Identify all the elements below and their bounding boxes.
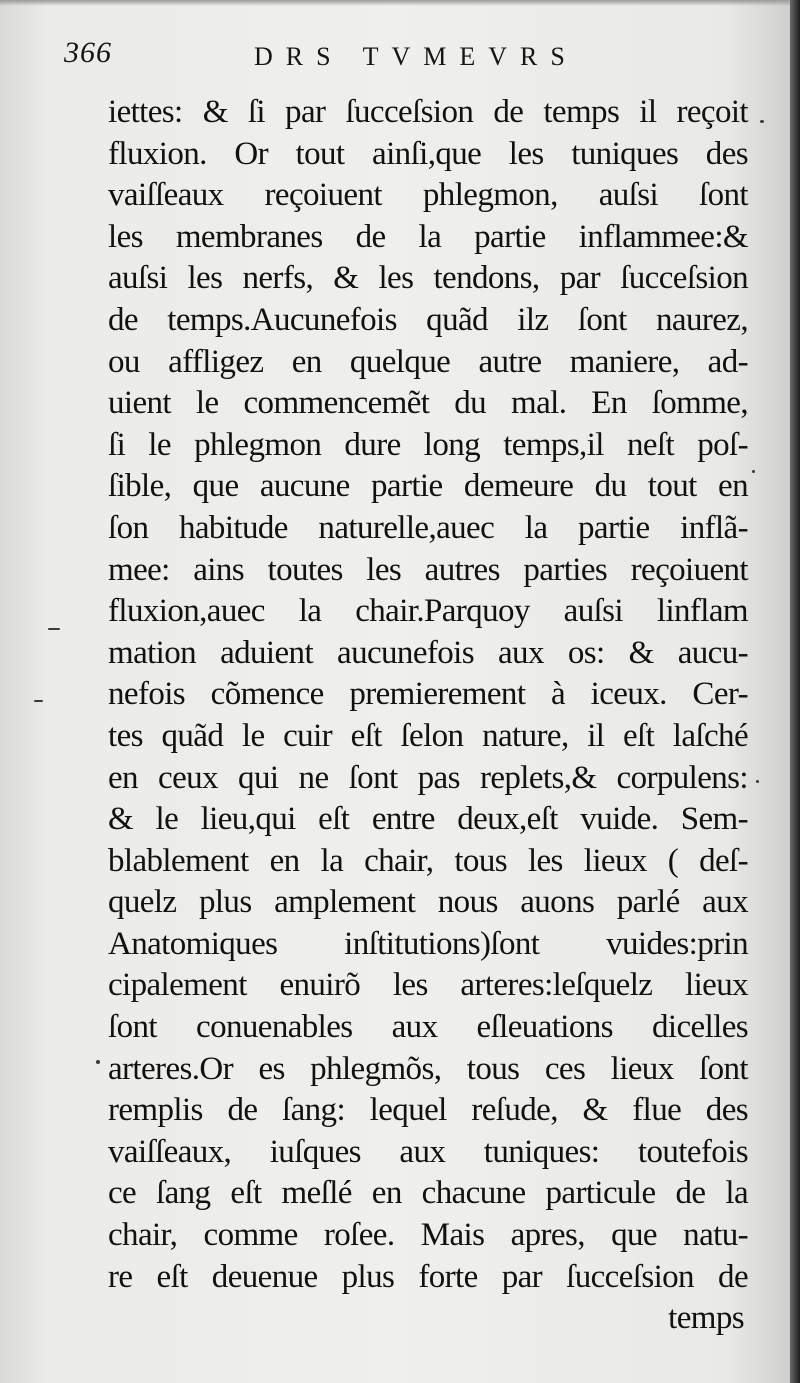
print-speck	[96, 1060, 100, 1064]
page-number: 366	[64, 36, 112, 69]
text-line: ſi le phlegmon dure long temps,il neſt poſ-	[108, 426, 748, 463]
text-line: vaiſſeaux, iuſques aux tuniques: toutefois	[108, 1133, 748, 1170]
print-speck	[48, 628, 60, 630]
text-line: ſible, que aucune partie demeure du tout en	[108, 468, 748, 505]
text-line: auſsi les nerfs, & les tendons, par ſucceſsion	[108, 260, 748, 297]
print-speck	[760, 120, 764, 123]
text-line: remplis de ſang: lequel reſude, & flue des	[108, 1092, 748, 1129]
text-line: nefois cõmence premierement à iceux. Cer-	[108, 676, 748, 713]
text-line: de temps.Aucunefois quãd ilz ſont naurez,	[108, 301, 748, 338]
text-line: vaiſſeaux reçoiuent phlegmon, auſsi ſont	[108, 177, 748, 214]
page-edge-shadow	[790, 0, 800, 1383]
text-line: iettes: & ſi par ſucceſsion de temps il reçoit	[108, 94, 748, 130]
text-line: ſon habitude naturelle,auec la partie inflã-	[108, 509, 748, 546]
print-speck	[34, 700, 43, 702]
text-line: cipalement enuirõ les arteres:leſquelz lieux	[108, 967, 748, 1004]
text-line: fluxion. Or tout ainſi,que les tuniques des	[108, 135, 748, 172]
text-line: arteres.Or es phlegmõs, tous ces lieux ſont	[108, 1050, 748, 1087]
text-line: chair, comme roſee. Mais apres, que natu-	[108, 1217, 748, 1254]
page-top-shadow	[0, 0, 790, 6]
text-line: en ceux qui ne ſont pas replets,& corpulens:	[108, 759, 748, 796]
body-text	[108, 92, 748, 1340]
text-line: mation aduient aucunefois aux os: & aucu-	[108, 634, 748, 671]
text-line: ſont conuenables aux eſleuations dicelles	[108, 1009, 748, 1046]
text-line: les membranes de la partie inflammee:&	[108, 218, 748, 255]
text-line: uient le commencemẽt du mal. En ſomme,	[108, 385, 748, 422]
print-speck	[756, 780, 759, 783]
running-head	[64, 36, 744, 76]
text-line: mee: ains toutes les autres parties reçoiuent	[108, 551, 748, 588]
text-line: tes quãd le cuir eſt ſelon nature, il eſt laſché	[108, 717, 748, 754]
print-speck	[752, 470, 755, 473]
text-line: ou affligez en quelque autre maniere, ad-	[108, 343, 748, 380]
catchword: temps	[668, 1300, 744, 1337]
text-line: fluxion,auec la chair.Parquoy auſsi linflam	[108, 593, 748, 630]
text-line: blablement en la chair, tous les lieux ( deſ-	[108, 842, 748, 879]
text-line: Anatomiques inſtitutions)ſont vuides:prin	[108, 925, 748, 962]
running-title: DRS TVMEVRS	[254, 42, 578, 71]
text-line: quelz plus amplement nous auons parlé aux	[108, 884, 748, 921]
text-line: re eſt deuenue plus forte par ſucceſsion de	[108, 1258, 748, 1295]
text-line: & le lieu,qui eſt entre deux,eſt vuide. Sem-	[108, 801, 748, 838]
text-line: ce ſang eſt meſlé en chacune particule de la	[108, 1175, 748, 1212]
